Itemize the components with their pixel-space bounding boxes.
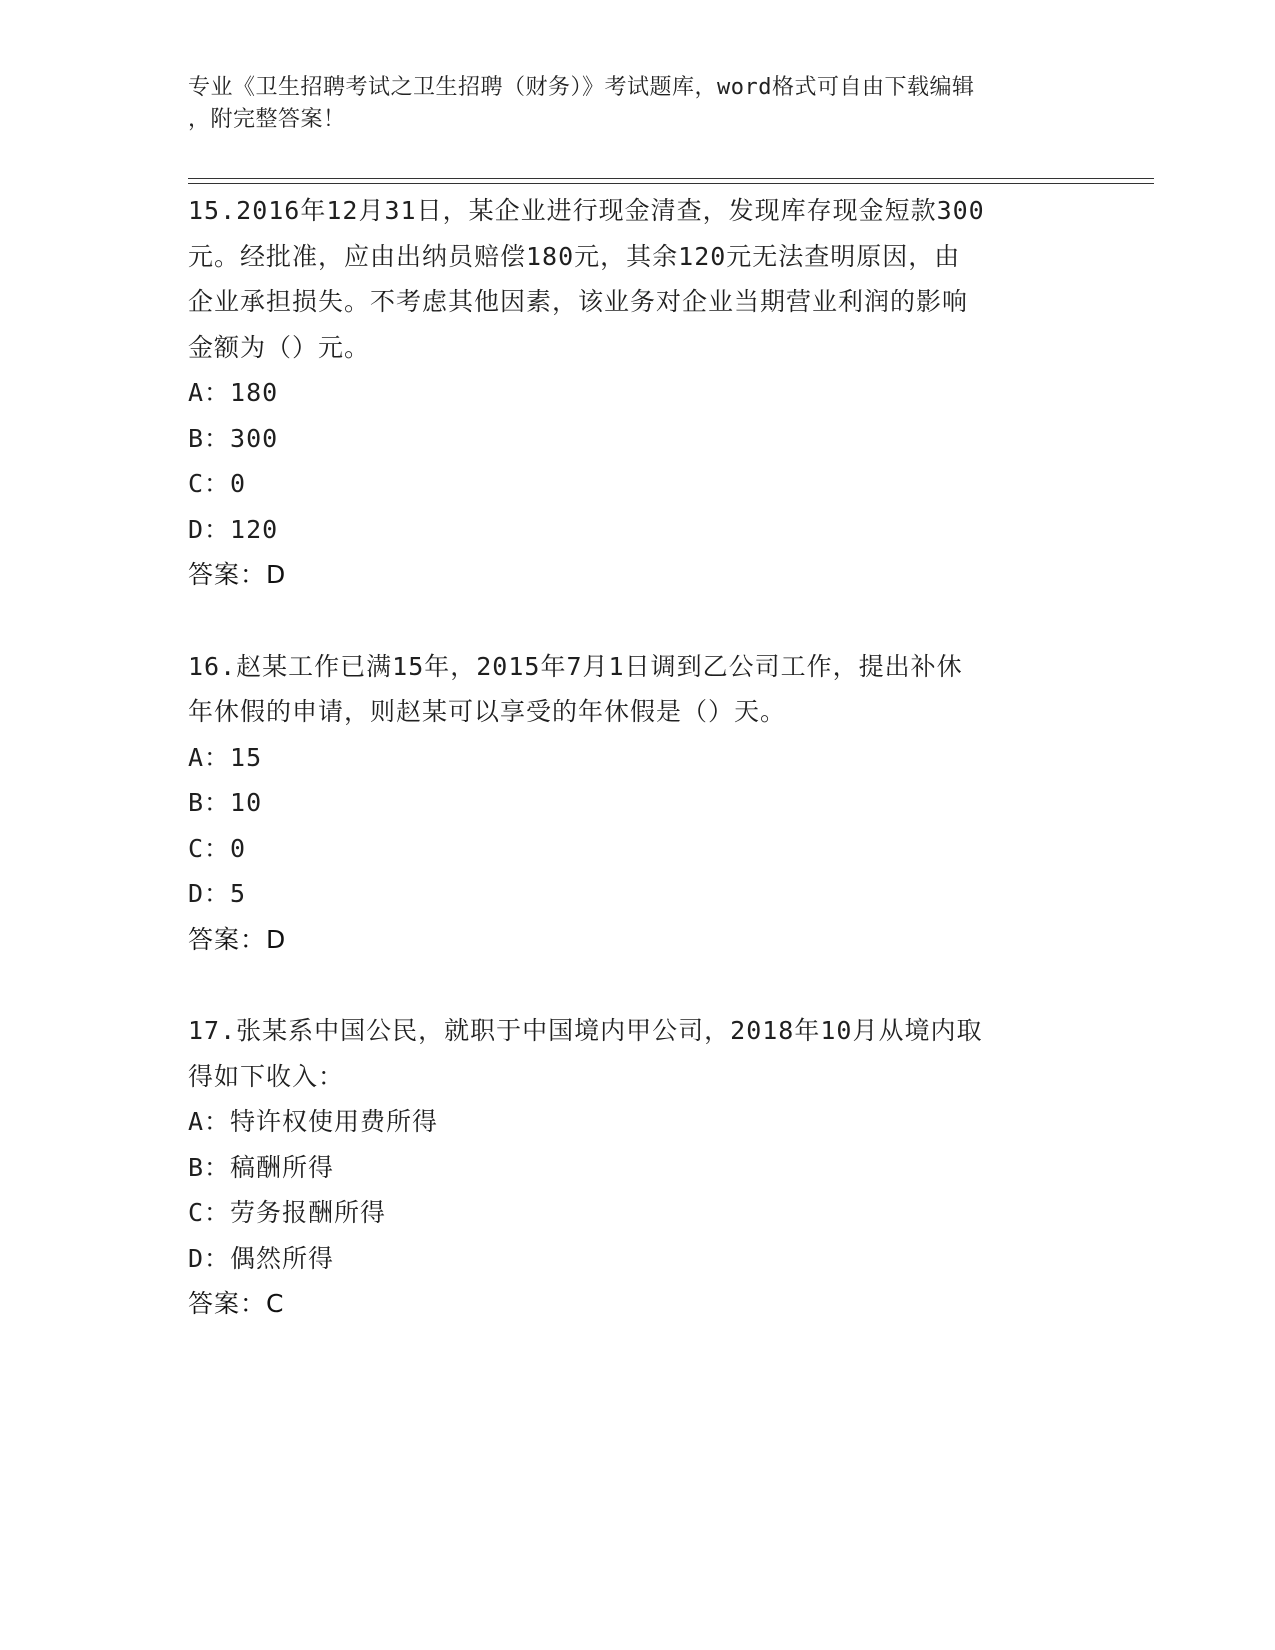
- option-d: D：5: [188, 879, 247, 908]
- header-line-2: ，附完整答案！: [188, 107, 346, 132]
- stem-line: 元。经批准，应由出纳员赔偿180元，其余120元无法查明原因，由: [188, 241, 961, 271]
- question-16: [188, 644, 1088, 963]
- answer-line: 答案：D: [188, 924, 287, 954]
- answer-line: 答案：D: [188, 560, 287, 589]
- option-b: B：300: [188, 423, 279, 453]
- header-divider-bottom: [188, 183, 1154, 184]
- option-d: D：120: [188, 514, 279, 544]
- option-a: A：180: [188, 378, 279, 407]
- option-c: C：0: [188, 833, 247, 863]
- question-15: [188, 188, 1088, 598]
- question-stem: [188, 188, 1088, 370]
- stem-line: 企业承担损失。不考虑其他因素，该业务对企业当期营业利润的影响: [188, 287, 969, 316]
- option-a: A：15: [188, 742, 263, 772]
- question-list: [188, 188, 1088, 1373]
- stem-line: 年休假的申请，则赵某可以享受的年休假是（）天。: [188, 697, 787, 726]
- option-c: C：0: [188, 469, 247, 498]
- answer-line: 答案：C: [188, 1289, 285, 1318]
- stem-line: 金额为（）元。: [188, 332, 371, 362]
- stem-line: 16.赵某工作已满15年，2015年7月1日调到乙公司工作，提出补休: [188, 651, 963, 681]
- header-divider-top: [188, 178, 1154, 179]
- option-d: D：偶然所得: [188, 1243, 335, 1273]
- option-c: C：劳务报酬所得: [188, 1198, 387, 1227]
- option-b: B：稿酬所得: [188, 1152, 335, 1182]
- header-line-1: 专业《卫生招聘考试之卫生招聘（财务）》考试题库，word格式可自由下载编辑: [188, 75, 975, 100]
- option-b: B：10: [188, 788, 263, 817]
- question-17: [188, 1008, 1088, 1327]
- stem-line: 得如下收入：: [188, 1061, 345, 1091]
- option-a: A：特许权使用费所得: [188, 1107, 439, 1136]
- question-stem: [188, 1008, 1088, 1099]
- stem-line: 17.张某系中国公民，就职于中国境内甲公司，2018年10月从境内取: [188, 1016, 983, 1045]
- stem-line: 15.2016年12月31日，某企业进行现金清查，发现库存现金短款300: [188, 196, 985, 225]
- document-header: [188, 72, 1068, 136]
- question-stem: [188, 644, 1088, 735]
